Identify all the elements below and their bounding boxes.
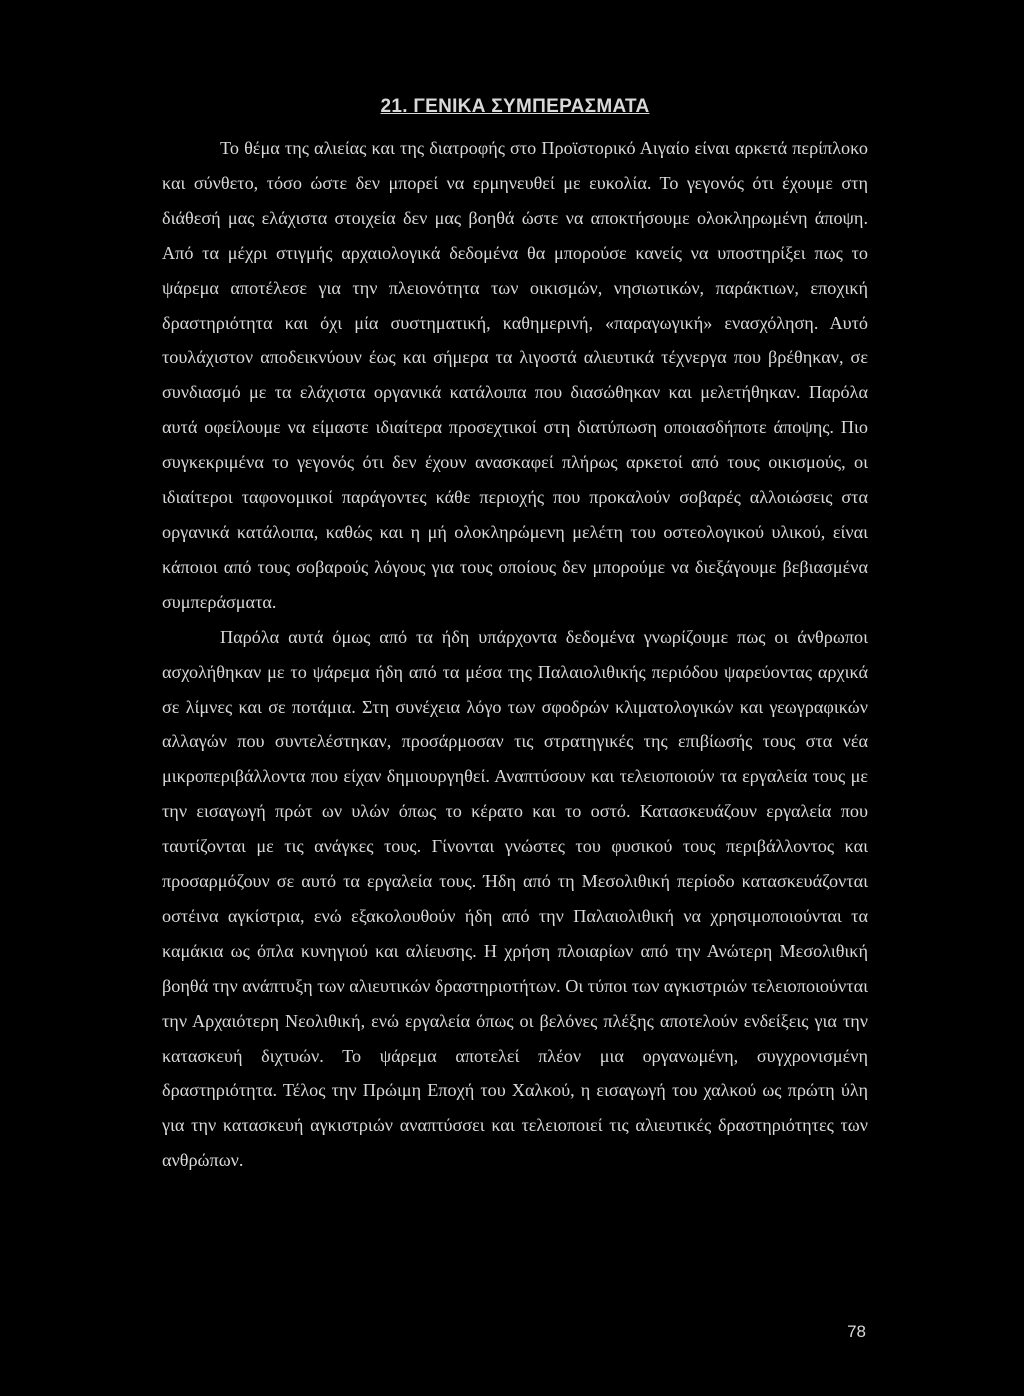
section-heading: 21. ΓΕΝΙΚΑ ΣΥΜΠΕΡΑΣΜΑΤΑ	[380, 96, 650, 117]
paragraph-1: Το θέμα της αλιείας και της διατροφής στο Προϊστορικό Αιγαίο είναι αρκετά περίπλοκο και σύνθετο, τόσο ώστε δεν μπορεί να ερμηνευθεί με ευκολία. Το γεγονός ότι έχουμε στη διάθεσή μας ελάχιστα στοιχεία δεν μας βοηθά ώστε να αποκτήσουμε ολοκληρωμένη άποψη. Από τα μέχρι στιγμής αρχαιολογικά δεδομένα θα μπορούσε κανείς να υποστηρίξει πως το ψάρεμα αποτέλεσε για την πλειονότητα των οικισμών, νησιωτικών, παράκτιων, εποχική δραστηριότητα και όχι μία συστηματική, καθημερινή, «παραγωγική» ενασχόληση. Αυτό τουλάχιστον αποδεικνύουν έως και σήμερα τα λιγοστά αλιευτικά τέχνεργα που βρέθηκαν, σε συνδιασμό με τα ελάχιστα οργανικά κατάλοιπα που διασώθηκαν και μελετήθηκαν. Παρόλα αυτά οφείλουμε να είμαστε ιδιαίτερα προσεχτικοί στη διατύπωση οποιασδήποτε άποψης. Πιο συγκεκριμένα το γεγονός ότι δεν έχουν ανασκαφεί πλήρως αρκετοί από τους οικισμούς, οι ιδιαίτεροι ταφονομικοί παράγοντες κάθε περιοχής που προκαλούν σοβαρές αλλοιώσεις στα οργανικά κατάλοιπα, καθώς και η μή ολοκληρώμενη μελέτη του οστεολογικού υλικού, είναι κάποιοι από τους σοβαρούς λόγους για τους οποίους δεν μπορούμε να διεξάγουμε βεβιασμένα συμπεράσματα.	[162, 138, 868, 612]
paragraph-2: Παρόλα αυτά όμως από τα ήδη υπάρχοντα δεδομένα γνωρίζουμε πως οι άνθρωποι ασχολήθηκαν με το ψάρεμα ήδη από τα μέσα της Παλαιολιθικής περιόδου ψαρεύοντας αρχικά σε λίμνες και σε ποτάμια. Στη συνέχεια λόγο των σφοδρών κλιματολογικών και γεωγραφικών αλλαγών που συντελέστηκαν, προσάρμοσαν τις στρατηγικές της επιβίωσής τους στα νέα μικροπεριβάλλοντα που είχαν δημιουργηθεί. Αναπτύσουν και τελειοποιούν τα εργαλεία τους με την εισαγωγή πρώτ ων υλών όπως το κέρατο και το οστό. Κατασκευάζουν εργαλεία που ταυτίζονται με τις ανάγκες τους. Γίνονται γνώστες του φυσικού τους περιβάλλοντος και προσαρμόζουν σε αυτό τα εργαλεία τους. Ήδη από τη Μεσολιθική περίοδο κατασκευάζονται οστέινα αγκίστρια, ενώ εξακολουθούν ήδη από την Παλαιολιθική να χρησιμοποιούνται τα καμάκια ως όπλα κυνηγιού και αλίευσης. Η χρήση πλοιαρίων από την Ανώτερη Μεσολιθική βοηθά την ανάπτυξη των αλιευτικών δραστηριοτήτων. Οι τύποι των αγκιστριών τελειοποιούνται την Αρχαιότερη Νεολιθική, ενώ εργαλεία όπως οι βελόνες πλέξης αποτελούν ενδείξεις για την κατασκευή διχτυών. Το ψάρεμα αποτελεί πλέον μια οργανωμένη, συγχρονισμένη δραστηριότητα. Τέλος την Πρώιμη Εποχή του Χαλκού, η εισαγωγή του χαλκού ως πρώτη ύλη για την κατασκευή αγκιστριών αναπτύσσει και τελειοποιεί τις αλιευτικές δραστηριότητες των ανθρώπων.	[162, 626, 868, 1171]
page-number: 78	[847, 1322, 866, 1341]
body-text	[162, 131, 868, 1178]
